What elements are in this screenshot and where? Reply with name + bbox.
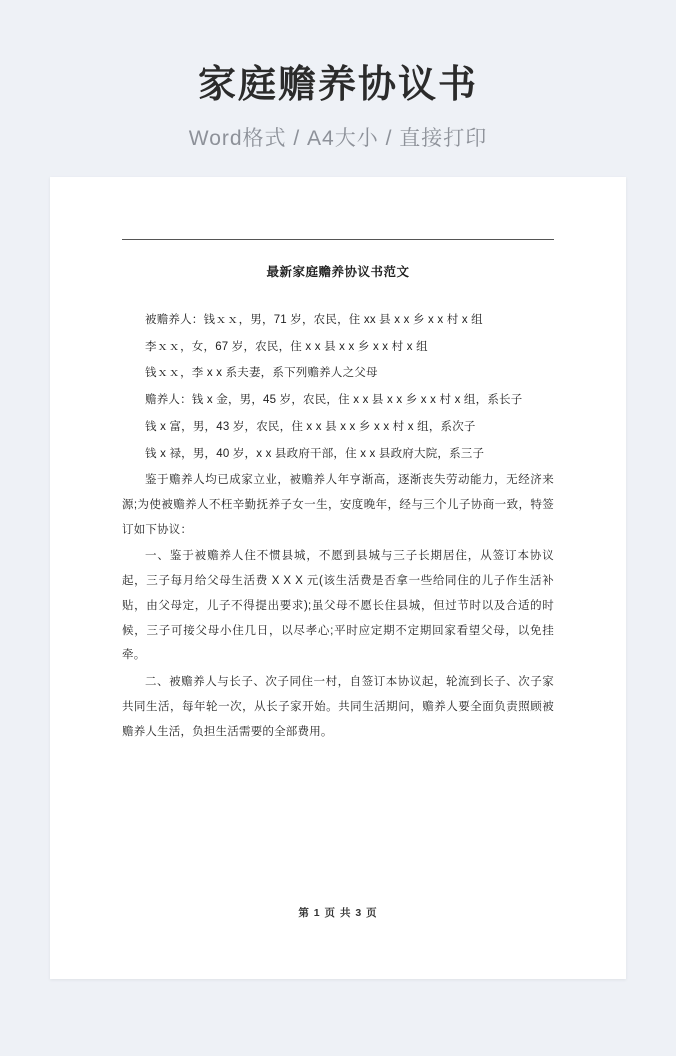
paragraph: 二、被赡养人与长子、次子同住一村，自签订本协议起，轮流到长子、次子家共同生活，每年轮一次，从长子家开始。共同生活期问，赡养人要全面负责照顾被赡养人生活，负担生活需要的全部费用。 bbox=[122, 676, 554, 738]
banner bbox=[0, 0, 676, 152]
paragraph: 被赡养人：钱ｘｘ，男，71 岁，农民，住 xx 县 x x 乡 x x 村 x 组 bbox=[145, 314, 483, 326]
paragraph: 钱ｘｘ，李 x x 系夫妻，系下列赡养人之父母 bbox=[145, 367, 378, 380]
paragraph: 李ｘｘ，女，67 岁，农民，住 x x 县 x x 乡 x x 村 x 组 bbox=[145, 340, 428, 353]
paragraph: 赡养人：钱 x 金，男，45 岁，农民，住 x x 县 x x 乡 x x 村 x 组，系长子 bbox=[145, 394, 523, 407]
document-sheet bbox=[50, 177, 626, 979]
paragraph: 一、鉴于被赡养人住不惯县城，不愿到县城与三子长期居住，从签订本协议起，三子每月给父母生活费 X X X 元(该生活费是否拿一些给同住的儿子作生活补贴，由父母定，儿子不得提出要求);虽父母不愿长住县城，但过节时以及合适的时候，三子可接父母小住几日，以尽孝心;平时应定期不定期回家看望父母，以免挂牵。 bbox=[122, 550, 554, 662]
document-heading: 最新家庭赡养协议书范文 bbox=[266, 265, 410, 279]
banner-title: 家庭赡养协议书 bbox=[197, 64, 478, 106]
document-body bbox=[122, 239, 554, 744]
paragraph: 钱 x 禄，男，40 岁，x x 县政府干部，住 x x 县政府大院，系三子 bbox=[145, 447, 485, 460]
banner-subtitle: Word格式 / A4大小 / 直接打印 bbox=[188, 126, 488, 150]
page-number-footer: 第 1 页 共 3 页 bbox=[298, 907, 378, 919]
paragraph: 鉴于赡养人均已成家立业，被赡养人年亨渐高，逐渐丧失劳动能力，无经济来源;为使被赡养人不枉辛勤抚养子女一生，安度晚年，经与三个儿子协商一致，特签订如下协议： bbox=[122, 474, 554, 536]
paragraph: 钱 x 富，男，43 岁，农民，住 x x 县 x x 乡 x x 村 x 组，系次子 bbox=[145, 420, 476, 433]
top-divider bbox=[122, 239, 554, 240]
